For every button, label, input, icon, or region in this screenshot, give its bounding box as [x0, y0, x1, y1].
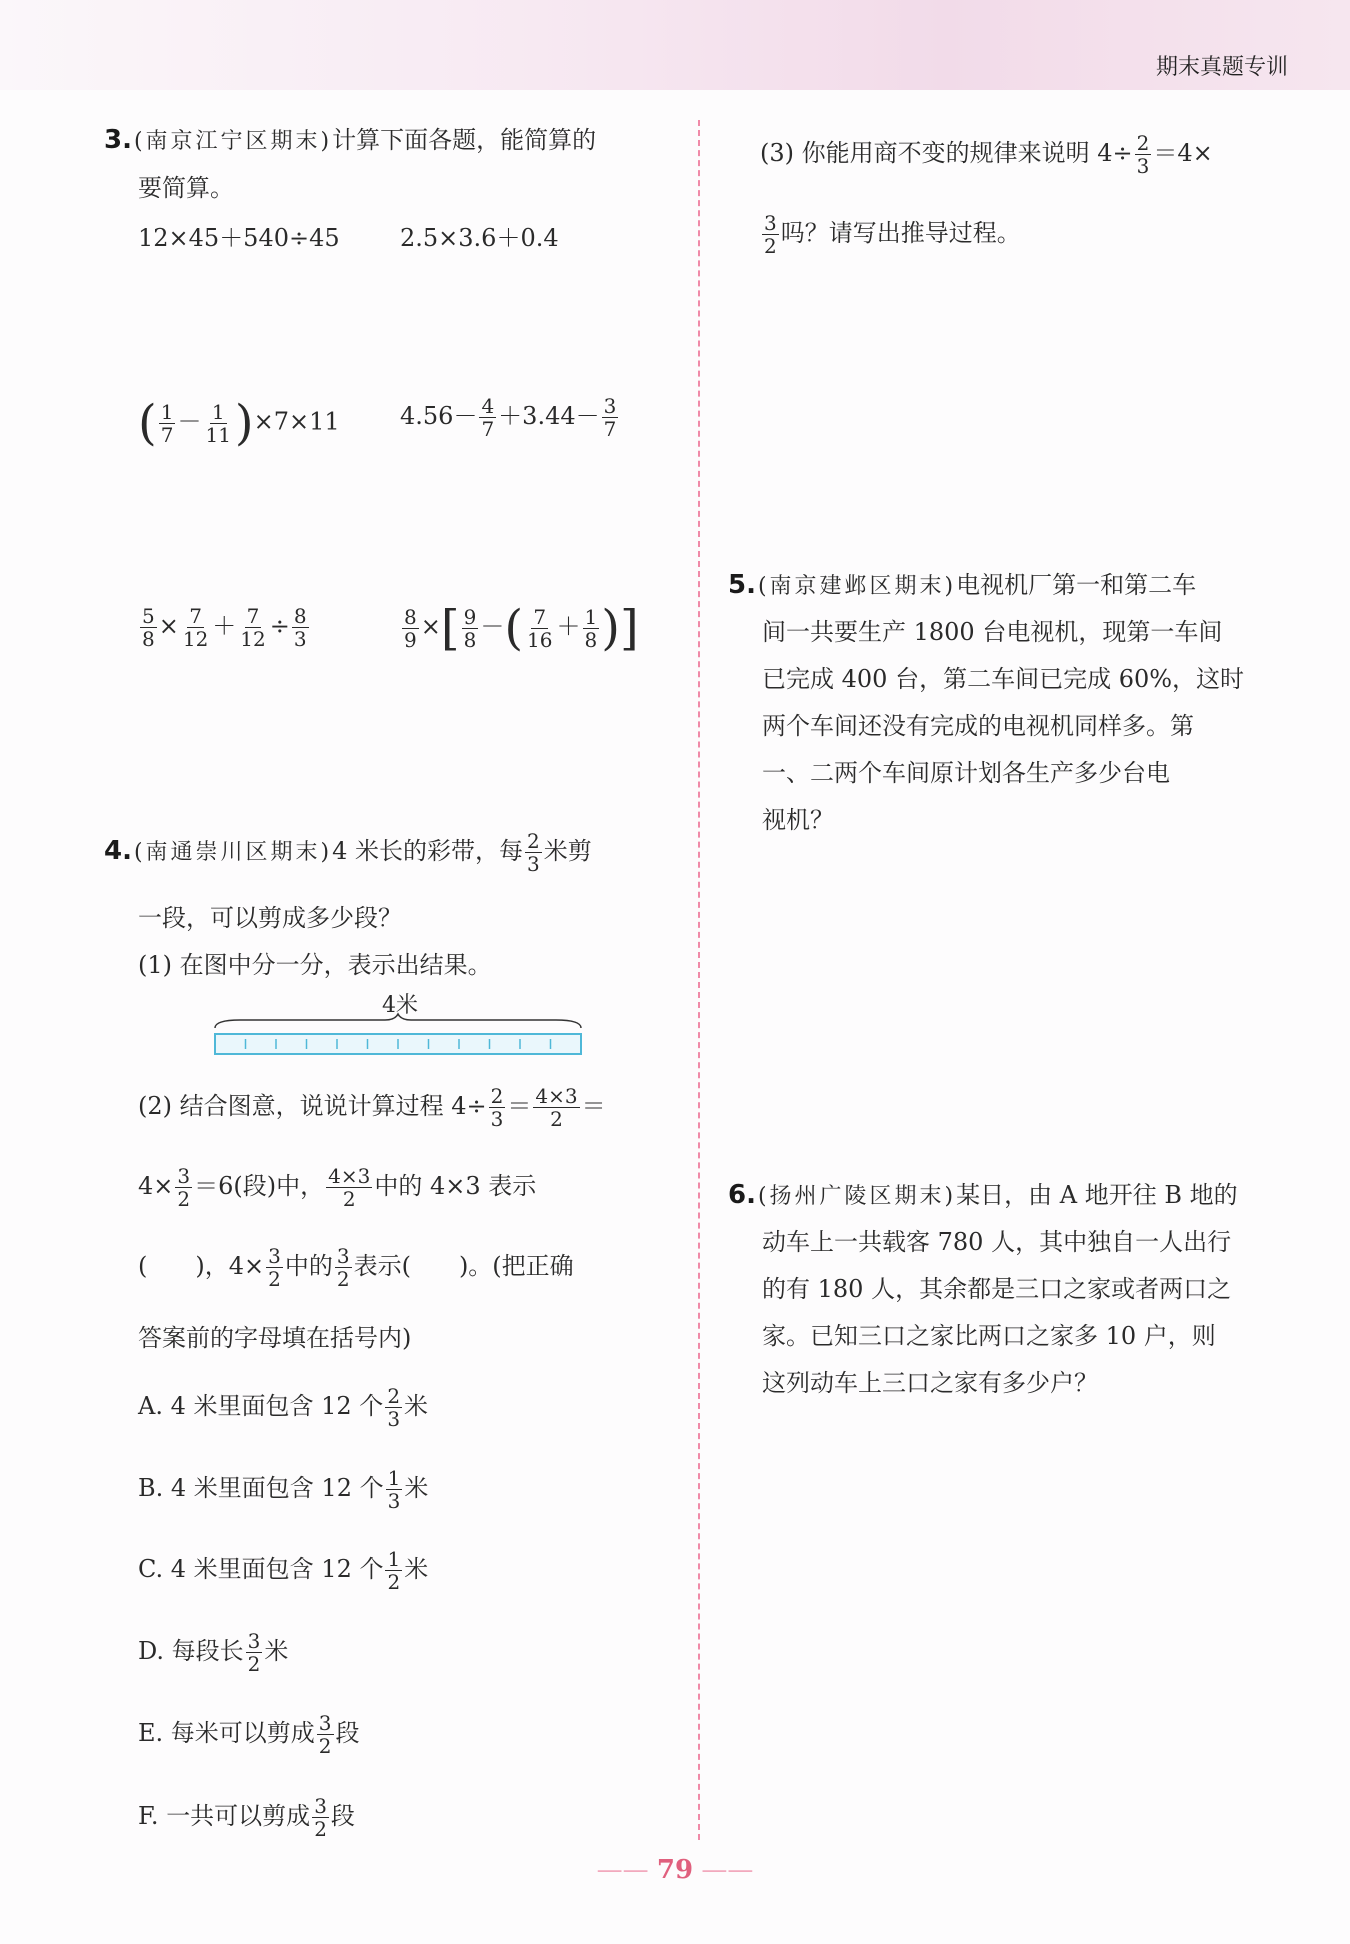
q6-line-4: 这列动车上三口之家有多少户？ [762, 1369, 1098, 1397]
q4-sub2-line3: ( )，4× $\frac{3}{2}$ 中的 $\frac{3}{2}$ 表示( )。(把正确 [138, 1244, 574, 1291]
q3-expr-3: ( $\frac{1}{7}$ － $\frac{1}{11}$ )×7×11 [138, 395, 340, 451]
q3-expr-1: 12×45＋540÷45 [138, 224, 340, 252]
option-d: D. 每段长 $\frac{3}{2}$ 米 [138, 1629, 289, 1676]
header-banner [0, 0, 1350, 90]
q3-number: 3. [104, 125, 132, 155]
option-a: A. 4 米里面包含 12 个 $\frac{2}{3}$ 米 [138, 1384, 429, 1431]
q6-line-1: 动车上一共载客 780 人，其中独自一人出行 [762, 1228, 1232, 1256]
q4-stem-line2: 一段，可以剪成多少段？ [138, 904, 402, 932]
ribbon-bar-diagram [210, 1012, 590, 1062]
option-e: E. 每米可以剪成 $\frac{3}{2}$ 段 [138, 1711, 360, 1758]
q5-line-2: 已完成 400 台，第二车间已完成 60%，这时 [762, 665, 1245, 693]
q6-line-3: 家。已知三口之家比两口之家多 10 户，则 [762, 1322, 1216, 1350]
q3-stem-text: 计算下面各题，能简算的 [332, 126, 597, 154]
q6-line-0: 6.(扬州广陵区期末)某日，由 A 地开往 B 地的 [728, 1180, 1238, 1210]
q3-stem-line2: 要简算。 [138, 174, 234, 202]
column-divider [698, 120, 700, 1840]
q4-sub2-line1: (2) 结合图意，说说计算过程 4÷ $\frac{2}{3}$ ＝ $\frac{4\times 3}{2}$ ＝ [138, 1084, 606, 1131]
option-f: F. 一共可以剪成 $\frac{3}{2}$ 段 [138, 1794, 355, 1841]
q4-sub3-line1: (3) 你能用商不变的规律来说明 4÷ $\frac{2}{3}$ ＝4× [760, 131, 1213, 178]
q4-sub2-line2: 4× $\frac{3}{2}$ ＝6(段)中， $\frac{4\times 3}{2}$ 中的 4×3 表示 [138, 1164, 537, 1211]
q3-source: (南京江宁区期末) [133, 129, 333, 154]
q4-sub3-line2: $\frac{3}{2}$ 吗？请写出推导过程。 [764, 211, 1021, 258]
q6-line-2: 的有 180 人，其余都是三口之家或者两口之 [762, 1275, 1232, 1303]
q5-line-1: 间一共要生产 1800 台电视机，现第一车间 [762, 618, 1223, 646]
option-b: B. 4 米里面包含 12 个 $\frac{1}{3}$ 米 [138, 1466, 429, 1513]
q3-expr-4: 4.56－ $\frac{4}{7}$ ＋3.44－ $\frac{3}{7}$ [400, 394, 617, 441]
q3-expr-2: 2.5×3.6＋0.4 [400, 224, 559, 252]
section-tag: 期末真题专训 [1155, 55, 1288, 80]
option-c: C. 4 米里面包含 12 个 $\frac{1}{2}$ 米 [138, 1547, 429, 1594]
q3-expr-6: $\frac{8}{9}$ ×[ $\frac{9}{8}$ －( $\frac{7}{16}$ ＋ $\frac{1}{8}$ )] [404, 600, 639, 656]
q3-expr-5: $\frac{5}{8}$ × $\frac{7}{12}$ ＋ $\frac{7}{12}$ ÷ $\frac{8}{3}$ [142, 604, 307, 651]
q3-stem-line1 [104, 120, 596, 155]
q5-line-3: 两个车间还没有完成的电视机同样多。第 [762, 712, 1194, 740]
q5-line-5: 视机？ [762, 806, 834, 834]
q4-sub1: (1) 在图中分一分，表示出结果。 [138, 951, 492, 979]
q4-sub2-line4: 答案前的字母填在括号内) [138, 1324, 412, 1352]
q5-line-4: 一、二两个车间原计划各生产多少台电 [762, 759, 1170, 787]
q4-stem-line1: 4.(南通崇川区期末)4 米长的彩带，每 $\frac{2}{3}$ 米剪 [104, 829, 592, 876]
bar-brace [215, 1014, 581, 1028]
page-number: —— 79 —— [596, 1855, 754, 1885]
bar-length-label: 4米 [382, 993, 418, 1018]
q5-line-0: 5.(南京建邺区期末)电视机厂第一和第二车 [728, 570, 1197, 600]
